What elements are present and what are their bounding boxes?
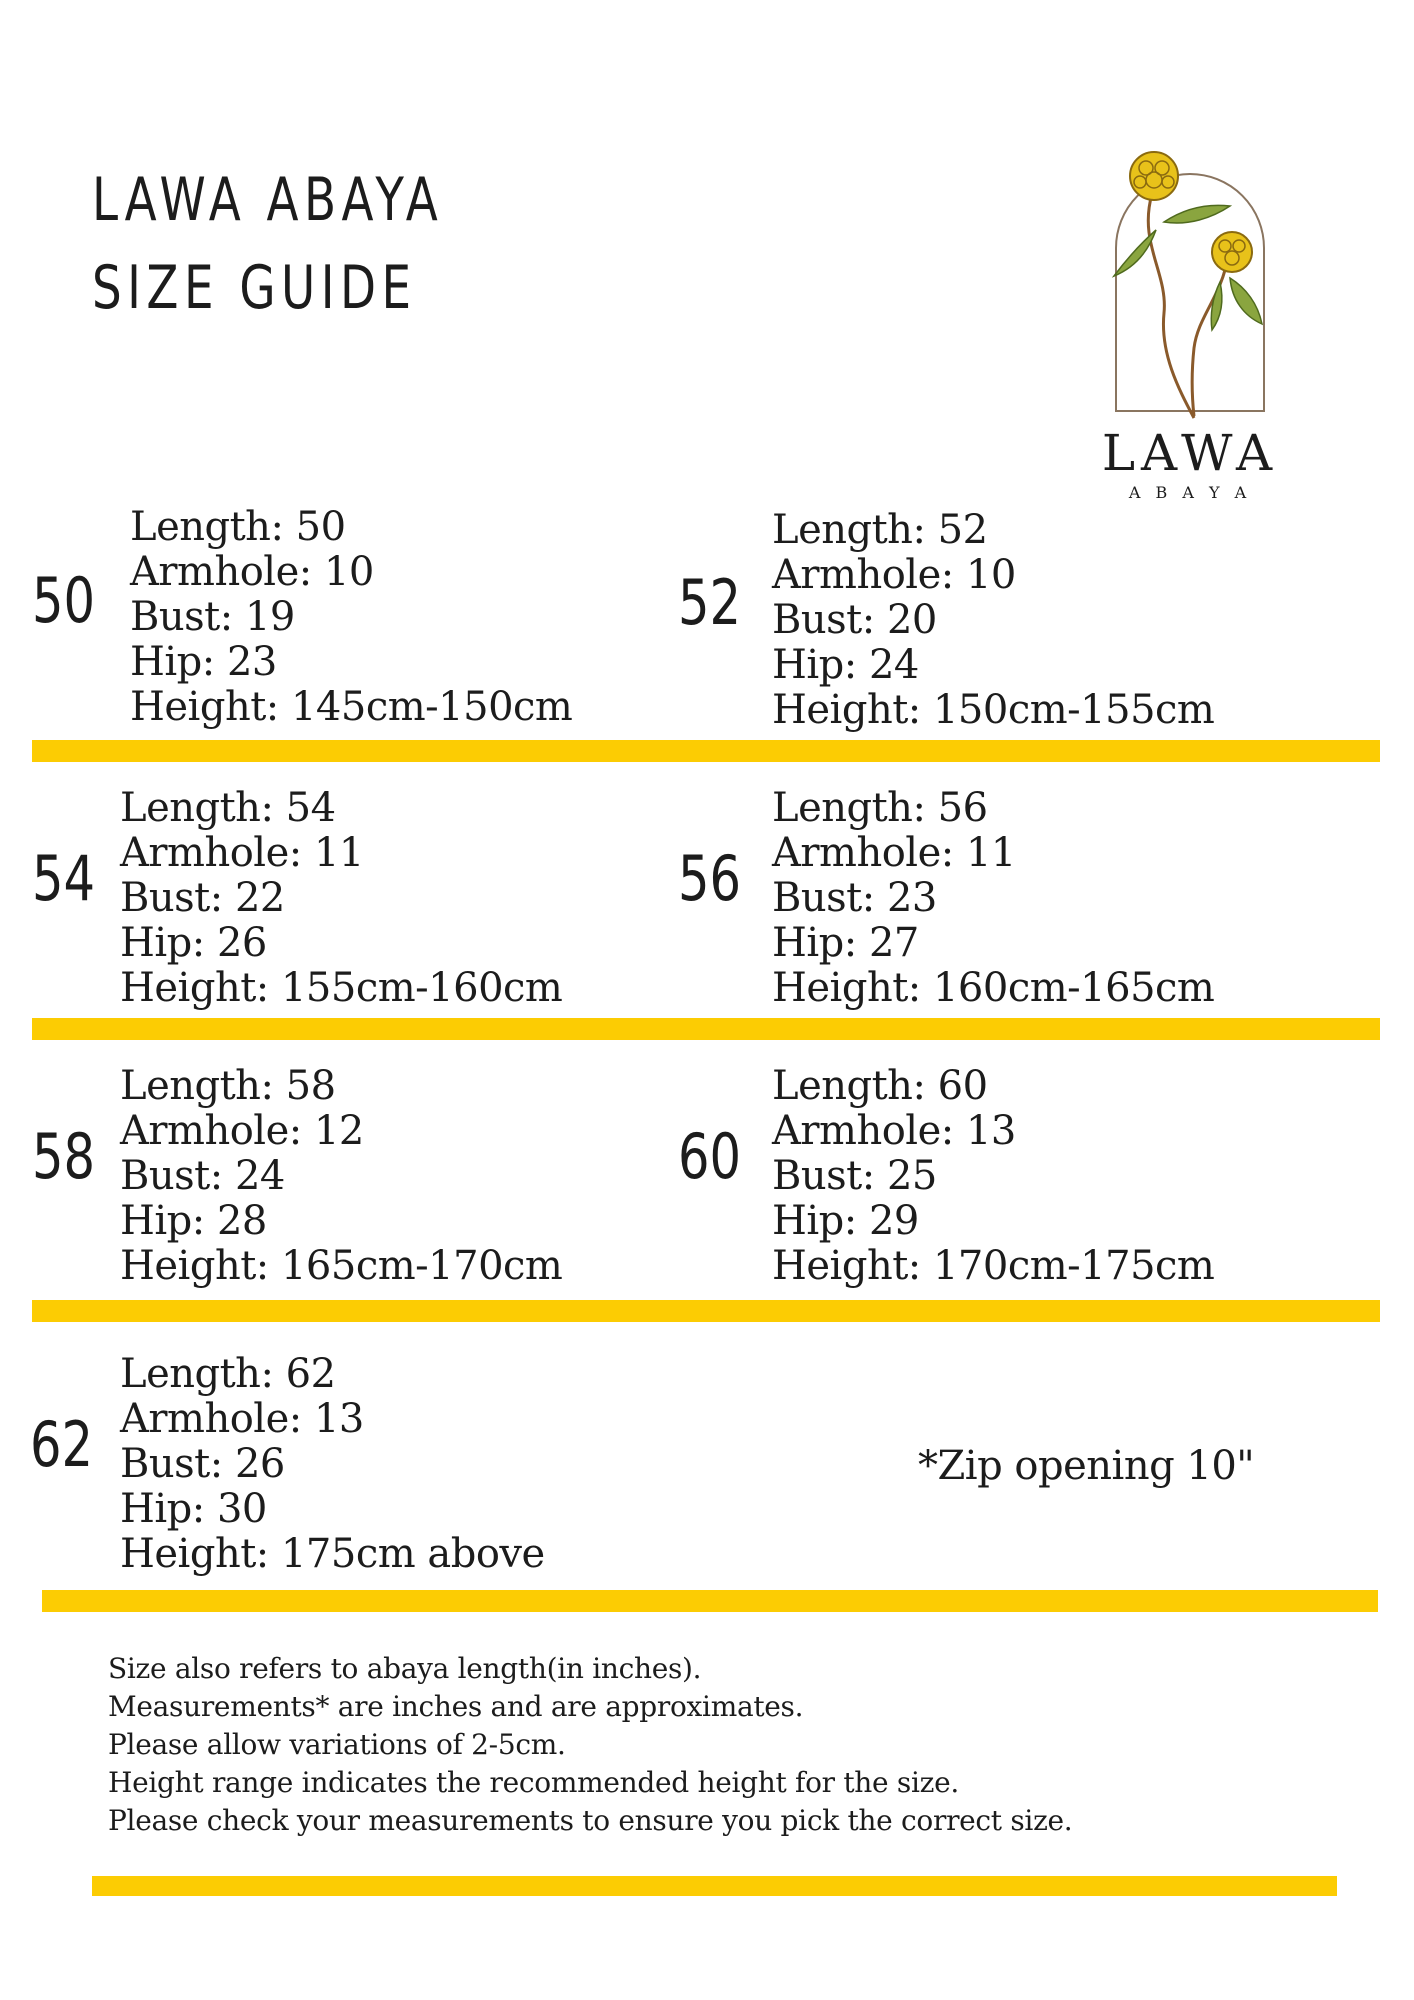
size-specs — [130, 505, 572, 730]
spec-bust: Bust: 19 — [130, 594, 295, 640]
spec-height: Height: 165cm-170cm — [120, 1243, 563, 1289]
spec-length: Length: 58 — [120, 1063, 336, 1109]
size-number: 58 — [32, 1120, 96, 1193]
size-number: 62 — [30, 1408, 94, 1481]
size-specs — [772, 786, 1214, 1011]
note-line: Please check your measurements to ensure you pick the correct size. — [108, 1804, 1073, 1837]
spec-armhole: Armhole: 10 — [130, 549, 374, 595]
size-number: 54 — [32, 842, 96, 915]
title-line-2: SIZE GUIDE — [92, 253, 417, 323]
size-specs — [120, 1064, 562, 1289]
spec-height: Height: 175cm above — [120, 1531, 545, 1577]
spec-hip: Hip: 28 — [120, 1198, 267, 1244]
divider-bar — [92, 1876, 1337, 1896]
divider-bar — [42, 1590, 1378, 1612]
zip-opening-note: *Zip opening 10" — [918, 1443, 1255, 1489]
divider-bar — [32, 740, 1380, 762]
leaf-icon — [1164, 205, 1230, 223]
leaf-icon — [1211, 282, 1222, 330]
note-line: Measurements* are inches and are approximates. — [108, 1690, 804, 1723]
leaf-icon — [1230, 278, 1262, 324]
spec-armhole: Armhole: 10 — [772, 552, 1016, 598]
spec-length: Length: 62 — [120, 1351, 336, 1397]
spec-length: Length: 54 — [120, 785, 336, 831]
leaf-icon — [1114, 230, 1156, 276]
size-number: 50 — [32, 564, 96, 637]
spec-bust: Bust: 25 — [772, 1153, 937, 1199]
logo-subtitle: A B A Y A — [1128, 483, 1252, 502]
spec-bust: Bust: 26 — [120, 1441, 285, 1487]
size-specs — [772, 1064, 1214, 1289]
spec-height: Height: 155cm-160cm — [120, 965, 563, 1011]
spec-height: Height: 170cm-175cm — [772, 1243, 1215, 1289]
title-line-1: LAWA ABAYA — [92, 165, 444, 235]
stem-icon — [1148, 194, 1194, 418]
note-line: Height range indicates the recommended height for the size. — [108, 1766, 959, 1799]
spec-height: Height: 150cm-155cm — [772, 687, 1215, 733]
spec-length: Length: 56 — [772, 785, 988, 831]
lawa-logo — [1090, 148, 1290, 504]
size-notes — [108, 1650, 1072, 1840]
spec-hip: Hip: 26 — [120, 920, 267, 966]
spec-bust: Bust: 20 — [772, 597, 937, 643]
flower-icon — [1130, 152, 1178, 200]
size-number: 56 — [678, 842, 742, 915]
spec-armhole: Armhole: 12 — [120, 1108, 364, 1154]
divider-bar — [32, 1300, 1380, 1322]
spec-armhole: Armhole: 11 — [120, 830, 364, 876]
size-number: 60 — [678, 1120, 742, 1193]
spec-height: Height: 145cm-150cm — [130, 684, 573, 730]
spec-hip: Hip: 23 — [130, 639, 277, 685]
spec-bust: Bust: 24 — [120, 1153, 285, 1199]
spec-length: Length: 60 — [772, 1063, 988, 1109]
spec-length: Length: 50 — [130, 504, 346, 550]
spec-height: Height: 160cm-165cm — [772, 965, 1215, 1011]
size-specs — [772, 508, 1214, 733]
spec-length: Length: 52 — [772, 507, 988, 553]
spec-bust: Bust: 22 — [120, 875, 285, 921]
spec-armhole: Armhole: 13 — [772, 1108, 1016, 1154]
stem-icon — [1192, 256, 1228, 416]
spec-hip: Hip: 30 — [120, 1486, 267, 1532]
flower-icon — [1212, 232, 1252, 272]
spec-hip: Hip: 27 — [772, 920, 919, 966]
spec-armhole: Armhole: 13 — [120, 1396, 364, 1442]
size-specs — [120, 786, 562, 1011]
size-number: 52 — [678, 566, 742, 639]
size-specs — [120, 1352, 545, 1577]
spec-bust: Bust: 23 — [772, 875, 937, 921]
spec-hip: Hip: 24 — [772, 642, 919, 688]
note-line: Size also refers to abaya length(in inches). — [108, 1652, 702, 1685]
logo-wordmark: LAWA — [1101, 424, 1279, 482]
spec-hip: Hip: 29 — [772, 1198, 919, 1244]
divider-bar — [32, 1018, 1380, 1040]
spec-armhole: Armhole: 11 — [772, 830, 1016, 876]
note-line: Please allow variations of 2-5cm. — [108, 1728, 566, 1761]
